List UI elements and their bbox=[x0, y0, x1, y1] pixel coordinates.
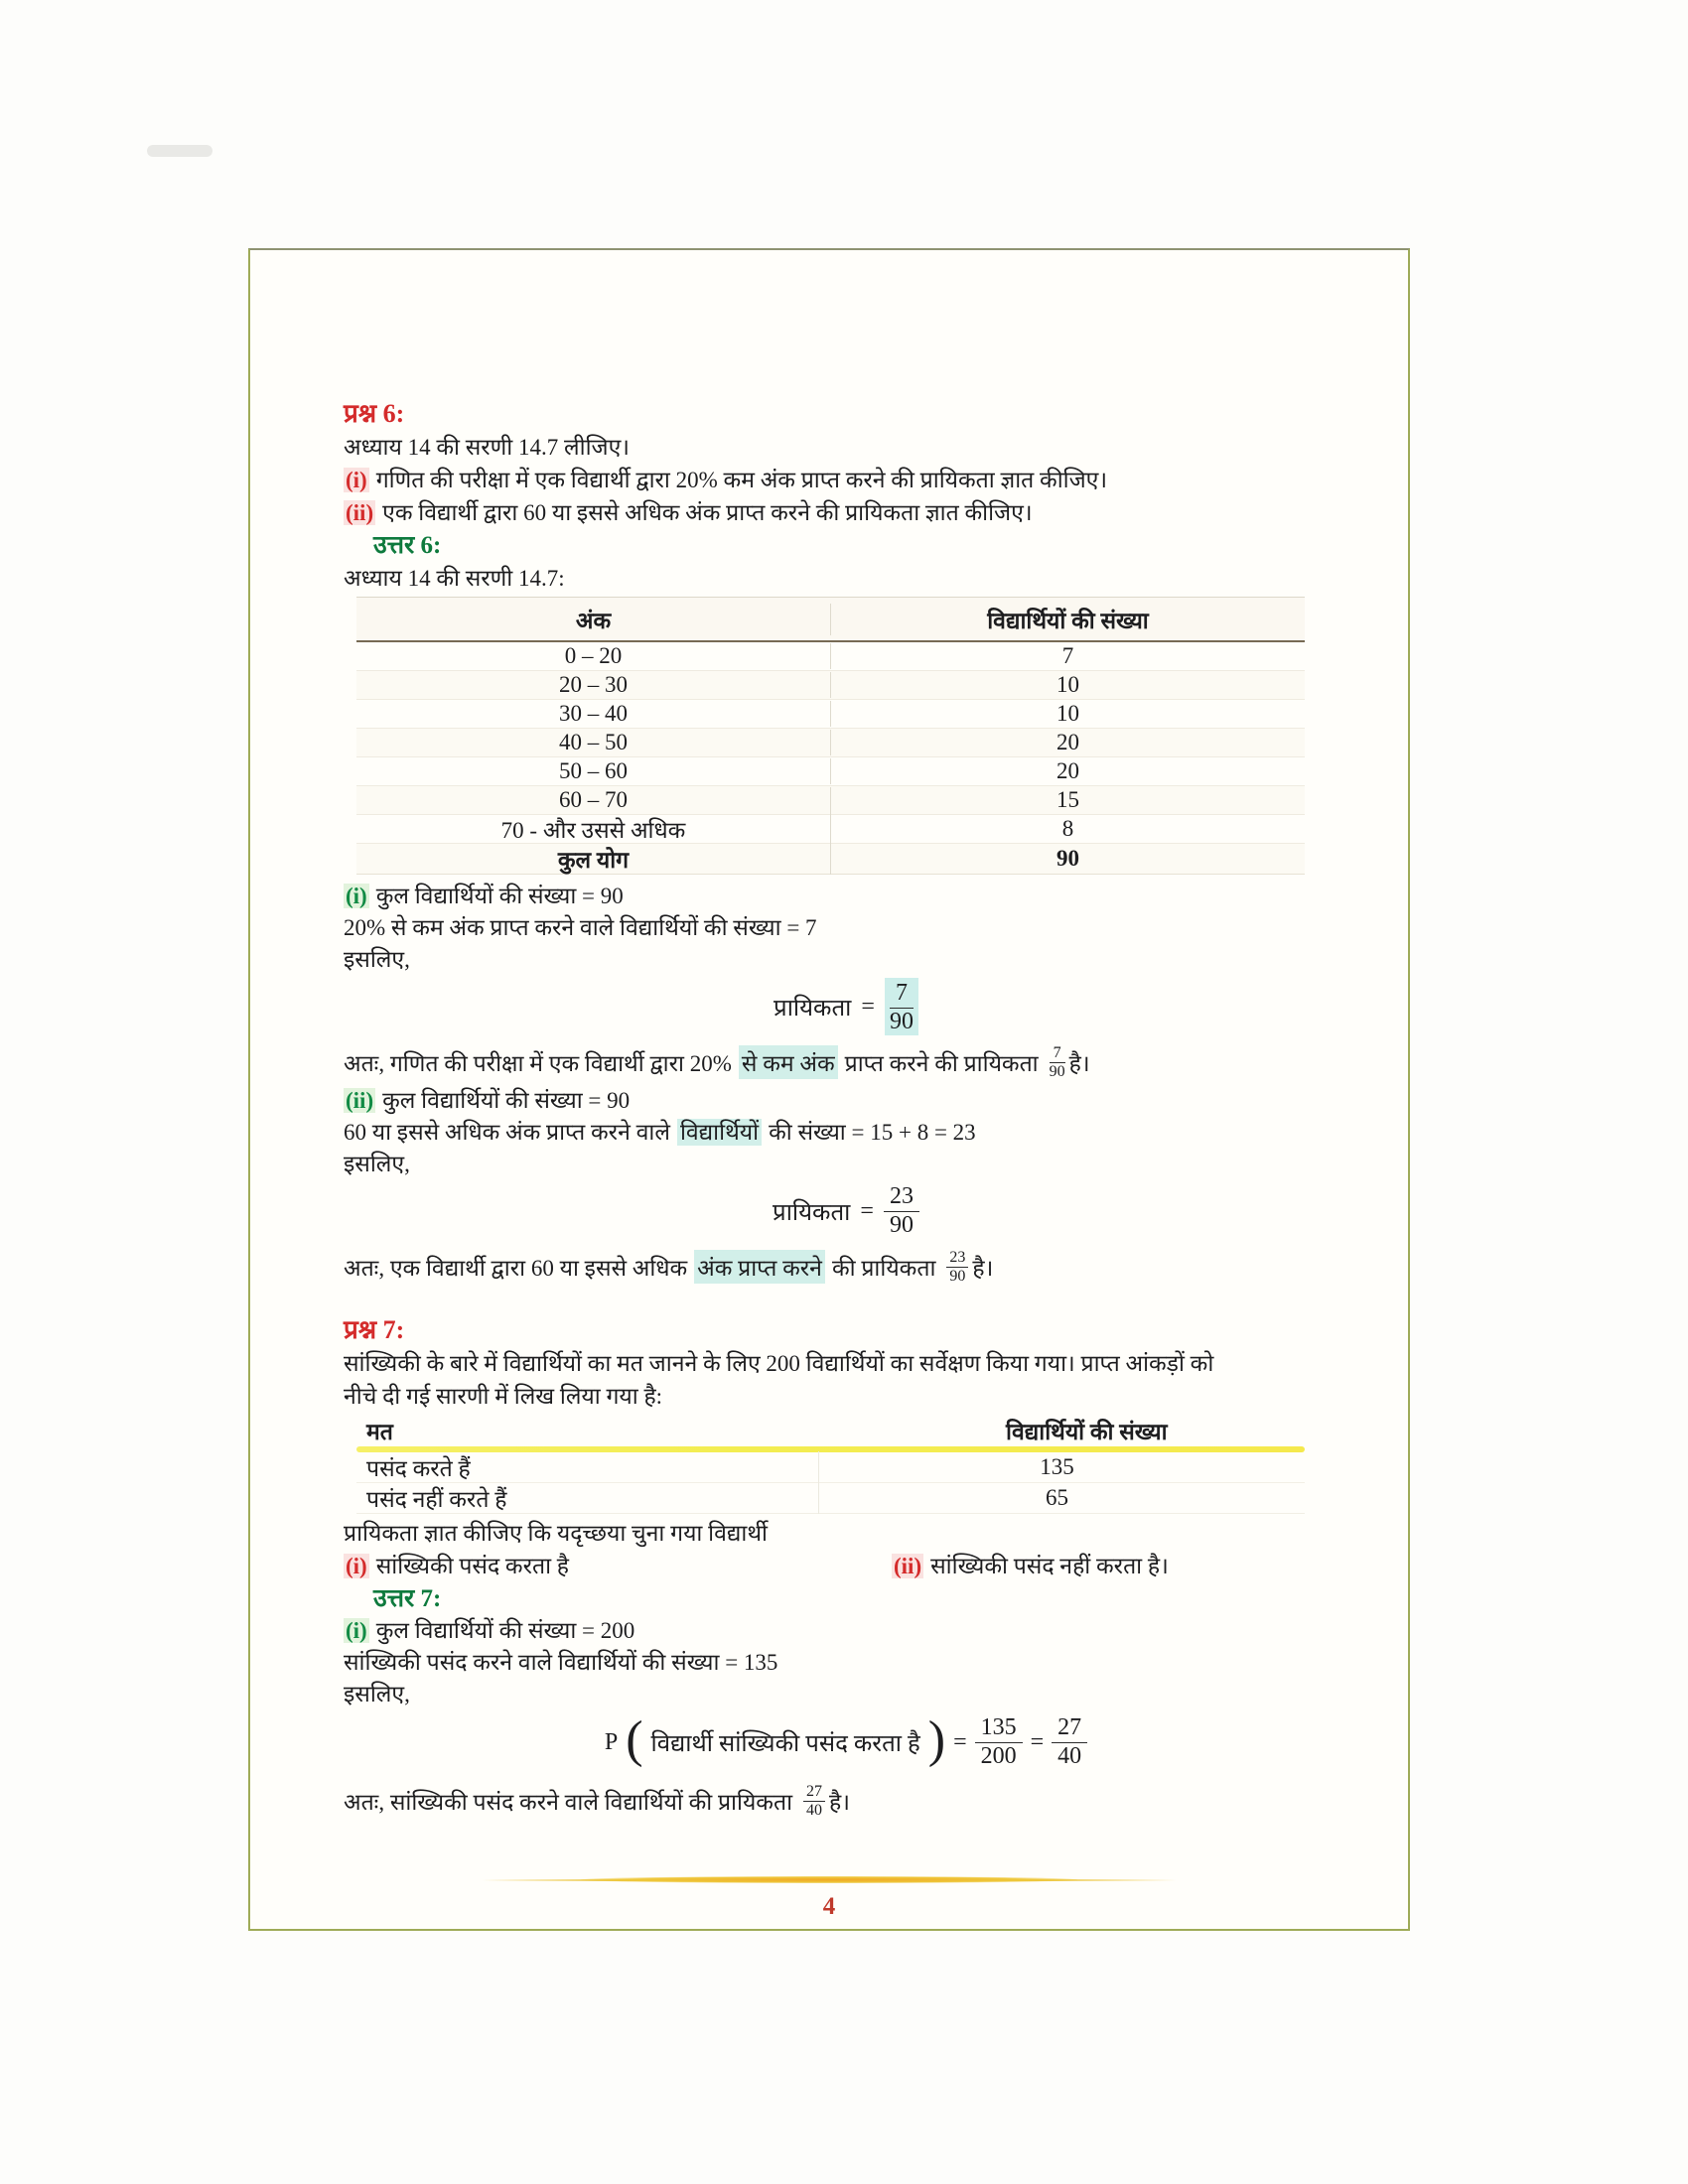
table-row: 50 – 60 20 bbox=[356, 757, 1305, 786]
table-row: 0 – 20 7 bbox=[356, 642, 1305, 671]
answer-6i-line1: (i) कुल विद्यार्थियों की संख्या = 90 bbox=[346, 884, 624, 908]
marks-frequency-table bbox=[356, 597, 1305, 875]
fraction-27-40: $\frac{27}{40}$ bbox=[1052, 1715, 1087, 1770]
table-row: पसंद करते हैं 135 bbox=[356, 1452, 1305, 1483]
answer-i-marker: (i) bbox=[346, 884, 367, 908]
question-7-intro-line2: नीचे दी गई सारणी में लिख लिया गया है: bbox=[344, 1384, 663, 1409]
question-6-part-ii bbox=[344, 496, 1348, 529]
probability-formula-1 bbox=[344, 978, 1348, 1035]
fraction-23-90: $\frac{23}{90}$ bbox=[884, 1184, 919, 1239]
answer-7-line2: सांख्यिकी पसंद करने वाले विद्यार्थियों की संख्या = 135 bbox=[344, 1650, 778, 1675]
inline-fraction-23-90: 23 90 bbox=[946, 1250, 968, 1285]
equals-sign: = bbox=[860, 1197, 874, 1224]
decorative-divider bbox=[482, 1876, 1177, 1883]
table-row: 40 – 50 20 bbox=[356, 729, 1305, 757]
equals-sign: = bbox=[953, 1728, 967, 1755]
question-6-part-i bbox=[344, 464, 1348, 496]
table-row: पसंद नहीं करते हैं 65 bbox=[356, 1483, 1305, 1514]
answer-6i-line2: 20% से कम अंक प्राप्त करने वाले विद्यार्थियों की संख्या = 7 bbox=[344, 915, 817, 940]
highlighted-text: से कम अंक bbox=[739, 1045, 838, 1079]
fraction-7-90: $\frac{7}{90}$ bbox=[885, 978, 918, 1036]
table-header-row bbox=[356, 598, 1305, 642]
question-6-intro: अध्याय 14 की सरणी 14.7 लीजिए। bbox=[344, 435, 631, 460]
total-value: 90 bbox=[1056, 846, 1079, 871]
page-content bbox=[250, 250, 1408, 1824]
formula-label: प्रायिकता bbox=[774, 995, 852, 1022]
answer-6ii-line3: इसलिए, bbox=[344, 1152, 410, 1176]
equals-sign: = bbox=[1030, 1728, 1045, 1755]
formula-label: प्रायिकता bbox=[773, 1199, 851, 1226]
scan-artifact bbox=[147, 145, 212, 157]
inline-fraction-27-40: 27 40 bbox=[803, 1784, 825, 1819]
answer-6ii-line1: (ii) कुल विद्यार्थियों की संख्या = 90 bbox=[346, 1088, 631, 1113]
table-row: 60 – 70 15 bbox=[356, 786, 1305, 815]
answer-6ii-line2: 60 या इससे अधिक अंक प्राप्त करने वाले विद्यार्थियों की संख्या = 15 + 8 = 23 bbox=[344, 1120, 976, 1145]
question-6-heading: प्रश्न 6: bbox=[344, 399, 405, 428]
option-ii: (ii) सांख्यिकी पसंद नहीं करता है। bbox=[894, 1554, 1169, 1578]
answer-i-marker: (i) bbox=[346, 1618, 367, 1643]
p-argument: विद्यार्थी सांख्यिकी पसंद करता है bbox=[650, 1730, 920, 1757]
table-1-caption: अध्याय 14 की सरणी 14.7: bbox=[344, 566, 565, 591]
question-7-ask: प्रायिकता ज्ञात कीजिए कि यदृच्छया चुना गया विद्यार्थी bbox=[344, 1521, 768, 1546]
answer-6i-line3: इसलिए, bbox=[344, 947, 410, 972]
equals-sign: = bbox=[861, 993, 875, 1020]
page-number: 4 bbox=[822, 1893, 836, 1920]
part-i-marker: (i) bbox=[346, 468, 367, 492]
answer-7-line1: (i) कुल विद्यार्थियों की संख्या = 200 bbox=[346, 1618, 635, 1643]
option-i-marker: (i) bbox=[346, 1554, 367, 1578]
answer-7-conclusion: अतः, सांख्यिकी पसंद करने वाले विद्यार्थियों की प्रायिकता 27 40 है। bbox=[344, 1782, 850, 1819]
table-row: 70 - और उससे अधिक 8 bbox=[356, 815, 1305, 844]
answer-6-heading: उत्तर 6: bbox=[373, 532, 442, 559]
p-symbol: P bbox=[604, 1728, 619, 1755]
question-7-intro-line1: सांख्यिकी के बारे में विद्यार्थियों का मत जानने के लिए 200 विद्यार्थियों का सर्वेक्षण किया गया। प्राप्त आंकड़ों को bbox=[344, 1351, 1214, 1376]
answer-6i-conclusion: अतः, गणित की परीक्षा में एक विद्यार्थी द्वारा 20% से कम अंक प्राप्त करने की प्रायिकता 7 90 है। bbox=[344, 1043, 1090, 1080]
answer-7-heading: उत्तर 7: bbox=[373, 1585, 442, 1612]
option-ii-marker: (ii) bbox=[894, 1554, 922, 1578]
total-label: कुल योग bbox=[356, 843, 831, 875]
answer-ii-marker: (ii) bbox=[346, 1088, 374, 1113]
opinion-table bbox=[356, 1415, 1305, 1514]
table-row: 20 – 30 10 bbox=[356, 671, 1305, 700]
question-7-heading: प्रश्न 7: bbox=[344, 1315, 405, 1344]
col-header-marks: अंक bbox=[356, 604, 831, 635]
probability-formula-2 bbox=[344, 1182, 1348, 1240]
col-header-students: विद्यार्थियों की संख्या bbox=[987, 608, 1149, 633]
part-ii-text: एक विद्यार्थी द्वारा 60 या इससे अधिक अंक प्राप्त करने की प्रायिकता ज्ञात कीजिए। bbox=[382, 500, 1033, 525]
col-header-students: विद्यार्थियों की संख्या bbox=[1006, 1420, 1168, 1444]
inline-fraction-7-90: 7 90 bbox=[1049, 1043, 1065, 1080]
highlighted-text: विद्यार्थियों bbox=[677, 1119, 762, 1146]
answer-7-line3: इसलिए, bbox=[344, 1682, 410, 1706]
col-header-opinion: मत bbox=[366, 1420, 393, 1444]
table-total-row bbox=[356, 844, 1305, 875]
answer-6ii-conclusion: अतः, एक विद्यार्थी द्वारा 60 या इससे अधिक अंक प्राप्त करने की प्रायिकता 23 90 है। bbox=[344, 1248, 994, 1285]
p-formula: P ( विद्यार्थी सांख्यिकी पसंद करता है ) = $\frac{135}{200}$ = $\frac{27}{40}$ bbox=[344, 1710, 1348, 1774]
table-header-row bbox=[356, 1415, 1305, 1446]
option-i: (i) सांख्यिकी पसंद करता है bbox=[346, 1554, 570, 1578]
part-ii-marker: (ii) bbox=[346, 500, 374, 525]
document-page bbox=[248, 248, 1410, 1931]
highlighted-text: अंक प्राप्त करने bbox=[694, 1250, 825, 1284]
part-i-text: गणित की परीक्षा में एक विद्यार्थी द्वारा 20% कम अंक प्राप्त करने की प्रायिकता ज्ञात कीजिए। bbox=[375, 468, 1108, 492]
question-7-options bbox=[344, 1550, 1348, 1582]
table-row: 30 – 40 10 bbox=[356, 700, 1305, 729]
fraction-135-200: $\frac{135}{200}$ bbox=[975, 1715, 1023, 1770]
